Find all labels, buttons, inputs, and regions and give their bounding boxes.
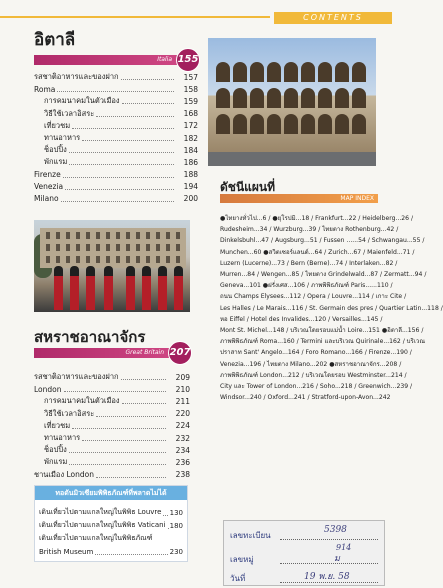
toc-title: ช็อปปิ้ง [44, 145, 67, 155]
palace-window [46, 232, 50, 239]
toc-title: ทานอาหาร [44, 133, 81, 143]
colosseum-arch [267, 114, 281, 134]
guard-figure [70, 276, 79, 310]
uk-toc [34, 371, 190, 481]
toc-leader [69, 159, 174, 165]
toc-leader [63, 172, 174, 178]
toc-page: 234 [175, 445, 190, 455]
toc-leader [96, 111, 174, 117]
palace-window [96, 232, 100, 239]
map-index-text: Rudesheim...34 / Wurzburg...39 / ไทยตาง Rothenburg...42 / [220, 226, 399, 234]
london-guards-photo [34, 220, 190, 312]
map-index-line [220, 235, 425, 246]
toc-title: การคมนาคมในตัวเมือง [44, 396, 120, 406]
map-index-line [220, 247, 415, 258]
toc-leader [65, 184, 174, 190]
map-index-line [220, 224, 399, 235]
colosseum-arch [267, 62, 281, 82]
palace-window [116, 244, 120, 251]
toc-title: Roma [34, 84, 56, 94]
toc-row[interactable] [34, 181, 198, 193]
map-index-text: ภาพพิพิธภัณฑ์ London...212 / บริเวณโดยรอบ Westminster...214 / [220, 371, 407, 379]
palace-window [56, 244, 60, 251]
colosseum-arch [216, 114, 230, 134]
toc-title: รสชาติอาหารและของฝาก [34, 72, 119, 82]
palace-window [166, 256, 170, 263]
toc-title: วิธีใช้เวลาอิสระ [44, 108, 95, 118]
toc-page: 182 [183, 133, 198, 143]
toc-row[interactable] [34, 432, 190, 444]
toc-leader [69, 459, 166, 465]
toc-leader [122, 398, 166, 404]
palace-window [166, 244, 170, 251]
toc-leader [61, 196, 174, 202]
toc-page: 184 [183, 145, 198, 155]
toc-title: Firenze [34, 170, 61, 180]
uk-bar [34, 348, 190, 358]
toc-page: 236 [175, 457, 190, 467]
colosseum-arch [318, 62, 332, 82]
colosseum-arch [352, 62, 366, 82]
palace-window [146, 232, 150, 239]
palace-window [136, 256, 140, 263]
museum-row[interactable] [39, 519, 183, 532]
colosseum-arch [284, 62, 298, 82]
toc-row[interactable] [34, 408, 190, 420]
toc-row[interactable] [34, 456, 190, 468]
guard-figure [104, 276, 113, 310]
guard-hat [126, 266, 135, 276]
uk-title: สหราชอาณาจักร [34, 328, 146, 346]
colosseum-photo [208, 38, 376, 166]
toc-page: 210 [175, 384, 190, 394]
palace-window [56, 232, 60, 239]
map-index-text: หอ Eiffel / Hotel des Invalides...120 / Versailles...145 / [220, 315, 383, 323]
toc-leader [96, 411, 166, 417]
colosseum-arch [335, 114, 349, 134]
map-index-line [220, 392, 391, 403]
toc-title: เที่ยวชม [44, 420, 71, 430]
colosseum-arch [335, 88, 349, 108]
map-index-bar: MAP INDEX [220, 194, 378, 203]
palace-window [156, 256, 160, 263]
toc-page: 194 [183, 182, 198, 192]
palace-window [86, 256, 90, 263]
map-index-line [220, 269, 427, 280]
guard-hat [174, 266, 183, 276]
toc-row[interactable] [34, 444, 190, 456]
stamp-label-date: วันที่ [230, 574, 246, 583]
stamp-line-1 [280, 539, 378, 540]
palace-window [126, 256, 130, 263]
photo-palace [40, 228, 186, 268]
toc-row[interactable] [34, 108, 198, 120]
toc-row[interactable] [34, 71, 198, 83]
toc-row[interactable] [34, 383, 190, 395]
guard-figure [174, 276, 183, 310]
palace-window [146, 244, 150, 251]
palace-window [136, 232, 140, 239]
palace-window [176, 256, 180, 263]
toc-title: Venezia [34, 182, 64, 192]
map-index-line [220, 347, 412, 358]
palace-window [96, 256, 100, 263]
toc-title: Milano [34, 194, 59, 204]
colosseum-arch [335, 62, 349, 82]
palace-window [146, 256, 150, 263]
toc-row[interactable] [34, 83, 198, 95]
museum-box-title: ทอดันมิวเซียมพิพิธภัณฑ์ที่พลาดไม่ได้ [35, 486, 187, 500]
museum-row-page: 180 [169, 521, 183, 530]
map-index-text: Munchen...60 ●สวิตเซอร์แลนด์...64 / Zurich...67 / Maienfeld...71 / [220, 248, 415, 256]
toc-row[interactable] [34, 120, 198, 132]
map-index-text: Murren...84 / Wengen...85 / ไทยตาง Grindelwald...87 / Zermatt...94 / [220, 271, 427, 279]
toc-row[interactable] [34, 95, 198, 107]
map-index-line [220, 325, 424, 336]
toc-leader [64, 386, 167, 392]
map-index-text: City และ Tower of London...216 / Soho...218 / Greenwich...239 / [220, 383, 413, 391]
map-index-line [220, 213, 414, 224]
toc-row[interactable] [34, 469, 190, 481]
toc-row[interactable] [34, 144, 198, 156]
toc-row[interactable] [34, 371, 190, 383]
map-index-line [220, 381, 413, 392]
palace-window [126, 244, 130, 251]
museum-row-title: เดินเที่ยวไปตามแกลใหญ่ในพิพิธภัณฑ์ [39, 534, 153, 542]
map-index-text: ภาพพิพิธภัณฑ์ Roma...160 / Termini และบริเวณ Quirinale...162 / บริเวณ [220, 338, 425, 346]
contents-label: CONTENTS [274, 12, 392, 24]
guard-hat [70, 266, 79, 276]
header-rule [0, 16, 270, 18]
toc-leader [69, 147, 174, 153]
toc-leader [72, 423, 166, 429]
guard-figure [126, 276, 135, 310]
italy-bar-label: Italia [157, 56, 172, 63]
palace-window [156, 232, 160, 239]
map-index-line [220, 370, 407, 381]
colosseum-arch [233, 62, 247, 82]
toc-leader [72, 123, 174, 129]
toc-page: 158 [183, 84, 198, 94]
toc-row[interactable] [34, 132, 198, 144]
toc-leader [121, 374, 166, 380]
museum-row-title: เดินเที่ยวไปตามแกลใหญ่ในพิพิธ Vaticani [39, 521, 166, 529]
toc-title: วิธีใช้เวลาอิสระ [44, 408, 95, 418]
colosseum-arch [216, 62, 230, 82]
colosseum-arch [352, 88, 366, 108]
museum-row-title: British Museum [39, 547, 94, 556]
museum-row[interactable] [39, 545, 183, 558]
toc-title: พักแรม [44, 157, 68, 167]
guard-hat [142, 266, 151, 276]
map-index-text: ถนน Champs Elysees...112 / Opera / Louvre...114 / เกาะ Cite / [220, 293, 407, 301]
museum-row[interactable] [39, 506, 183, 519]
uk-page-badge: 207 [168, 341, 192, 365]
italy-bar [34, 55, 198, 65]
guard-figure [86, 276, 95, 310]
map-index-text: Les Halles / Le Marais...116 / St. Germain des pres / Quartier Latin...118 / [220, 304, 443, 312]
uk-bar-label: Great Britain [125, 349, 164, 356]
italy-toc [34, 71, 198, 205]
guard-hat [104, 266, 113, 276]
toc-leader [122, 98, 174, 104]
palace-window [176, 244, 180, 251]
palace-window [66, 244, 70, 251]
map-index-text: Mont St. Michel...148 / บริเวณโดยรอบแม่น้ำ Loire...151 ●อิตาลี...156 / [220, 327, 424, 335]
toc-page: 209 [175, 372, 190, 382]
map-index-title: ดัชนีแผนที่ [220, 180, 276, 194]
museum-row-title: เดินเที่ยวไปตามแกลใหญ่ในพิพิธ Louvre [39, 508, 162, 516]
map-index-text: ปราสาท Sant' Angelo...164 / Foro Romano...166 / Firenze...190 / [220, 349, 412, 357]
colosseum-arch [250, 114, 264, 134]
toc-title: ช็อปปิ้ง [44, 445, 67, 455]
guard-figure [54, 276, 63, 310]
toc-page: 172 [183, 121, 198, 131]
guard-figure [158, 276, 167, 310]
toc-title: พักแรม [44, 457, 68, 467]
palace-window [76, 256, 80, 263]
map-index-text: Geneva...101 ●ฝรั่งเศส...106 / ภาพพิพิธภัณฑ์ Paris......110 / [220, 282, 393, 290]
uk-bar-wrap [34, 346, 190, 358]
toc-leader [96, 472, 166, 478]
palace-window [156, 244, 160, 251]
toc-leader [69, 447, 166, 453]
colosseum-arch [267, 88, 281, 108]
colosseum-arch [318, 114, 332, 134]
map-index-line [220, 291, 407, 302]
toc-row[interactable] [34, 420, 190, 432]
toc-title: ชานเมือง London [34, 469, 94, 479]
palace-window [86, 244, 90, 251]
colosseum-arch [318, 88, 332, 108]
museum-box-rows [35, 500, 187, 558]
toc-title: รสชาติอาหารและของฝาก [34, 372, 119, 382]
toc-page: 232 [175, 433, 190, 443]
italy-title: อิตาลี [34, 30, 76, 50]
colosseum-arch [301, 114, 315, 134]
museum-row-leader [163, 510, 167, 516]
toc-page: 211 [175, 396, 190, 406]
stamp-label-registration: เลขทะเบียน [230, 531, 271, 540]
colosseum-arch [301, 88, 315, 108]
map-index-text: Dinkelsbuhl...47 / Augsburg...51 / Fussen ......54 / Schwangau...55 / [220, 237, 425, 245]
map-index-line [220, 258, 398, 269]
colosseum-arch [352, 114, 366, 134]
toc-page: 168 [183, 109, 198, 119]
toc-title: เที่ยวชม [44, 120, 71, 130]
toc-row[interactable] [34, 156, 198, 168]
colosseum-arch [301, 62, 315, 82]
top-contents-bar [0, 12, 400, 22]
map-index-line [220, 303, 443, 314]
map-index-line [220, 314, 383, 325]
palace-window [96, 244, 100, 251]
stamp-line-2 [280, 563, 378, 564]
colosseum-arch [250, 62, 264, 82]
museum-row[interactable] [39, 532, 183, 545]
palace-window [86, 232, 90, 239]
map-index-line [220, 336, 425, 347]
museum-row-leader [95, 549, 167, 555]
toc-title: ทานอาหาร [44, 433, 81, 443]
palace-window [46, 244, 50, 251]
palace-window [166, 232, 170, 239]
museum-row-page: 130 [169, 508, 183, 517]
toc-leader [121, 74, 174, 80]
palace-window [106, 244, 110, 251]
map-index-line [220, 280, 393, 291]
palace-window [56, 256, 60, 263]
toc-row[interactable] [34, 193, 198, 205]
palace-window [106, 232, 110, 239]
toc-page: 224 [175, 421, 190, 431]
stamp-label-callnumber: เลขหมู่ [230, 555, 254, 564]
palace-window [46, 256, 50, 263]
toc-title: London [34, 384, 62, 394]
toc-page: 188 [183, 170, 198, 180]
italy-section [34, 26, 198, 205]
palace-window [76, 232, 80, 239]
guard-hat [158, 266, 167, 276]
guard-hat [54, 266, 63, 276]
guard-hat [86, 266, 95, 276]
palace-window [126, 232, 130, 239]
palace-window [66, 256, 70, 263]
palace-window [106, 256, 110, 263]
palace-window [76, 244, 80, 251]
map-index-list [220, 213, 443, 403]
stamp-value-registration: 5398 [324, 525, 347, 535]
toc-page: 159 [183, 96, 198, 106]
library-stamp [223, 520, 385, 586]
toc-page: 186 [183, 157, 198, 167]
stamp-value-class-number: 914 [336, 543, 352, 552]
toc-page: 238 [175, 470, 190, 480]
toc-leader [82, 135, 174, 141]
colosseum-arch [284, 88, 298, 108]
photo-street [208, 152, 376, 166]
colosseum-arch [250, 88, 264, 108]
stamp-value-callnumber: ม [334, 554, 340, 564]
map-index-text: Venezia...196 / ไทยตาง Milano...202 ●สหราชอาณาจักร...208 / [220, 360, 402, 368]
toc-page: 220 [175, 409, 190, 419]
guard-figure [142, 276, 151, 310]
palace-window [66, 232, 70, 239]
palace-window [136, 244, 140, 251]
colosseum-arch [233, 114, 247, 134]
palace-window [116, 256, 120, 263]
museum-row-page: 230 [169, 547, 183, 556]
palace-window [176, 232, 180, 239]
map-index-text: ●ไทยางทั่วไป...6 / ●ยุโรปมิ...18 / Frankfurt...22 / Heidelberg...26 / [220, 215, 414, 222]
stamp-value-date: 19 พ.ย. 58 [304, 572, 350, 582]
map-index-text: Windsor...240 / Oxford...241 / Stratford-upon-Avon...242 [220, 394, 391, 402]
toc-row[interactable] [34, 395, 190, 407]
colosseum-arch [233, 88, 247, 108]
museum-box [34, 485, 188, 562]
colosseum-arch [216, 88, 230, 108]
map-index-line [220, 359, 402, 370]
toc-title: การคมนาคมในตัวเมือง [44, 96, 120, 106]
toc-page: 157 [183, 72, 198, 82]
colosseum-arch [284, 114, 298, 134]
toc-page: 200 [183, 194, 198, 204]
toc-leader [82, 435, 166, 441]
map-index-text: Luzern (Lucerne)...73 / Bern (Berne)...74 / Interlaken...82 / [220, 259, 398, 267]
palace-window [116, 232, 120, 239]
italy-page-badge: 155 [176, 48, 200, 72]
toc-row[interactable] [34, 169, 198, 181]
toc-leader [57, 86, 174, 92]
